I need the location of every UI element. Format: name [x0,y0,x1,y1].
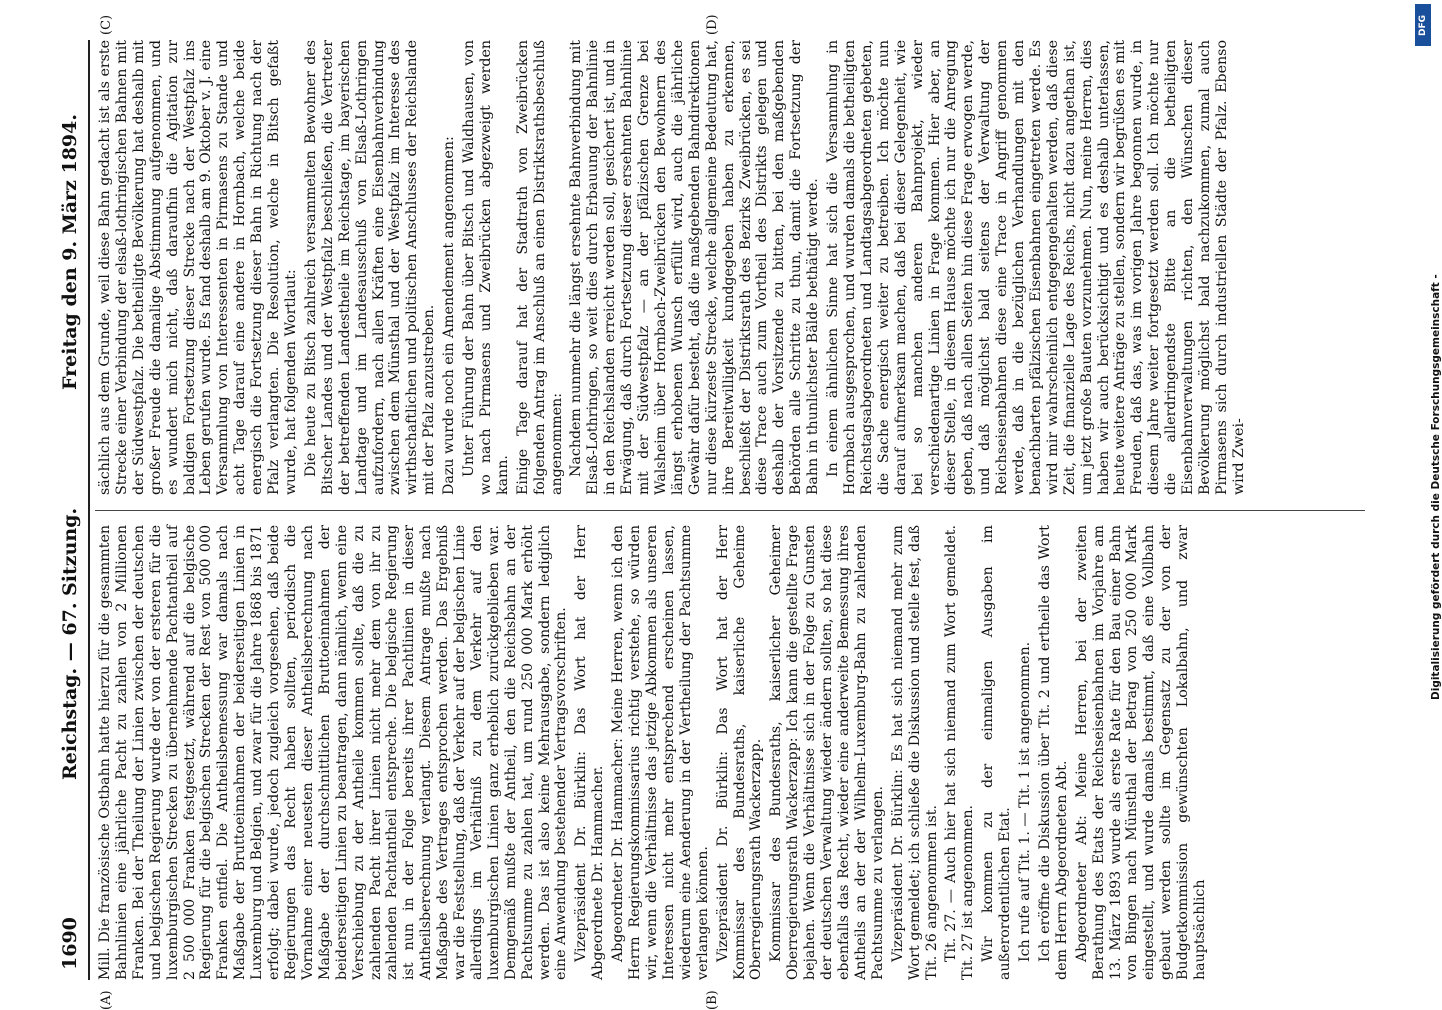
right-column [97,40,1367,495]
paragraph: sächlich aus dem Grunde, weil diese Bahn gedacht ist als erste Strecke einer Verbindung der elsaß-lothringischen Bahnen mit der Südwestpfalz. Die betheiligte Bevölkerung hat deshalb mit großer Freude die damalige Abstimmung aufgenommen, und es wundert mich nicht, daß daraufhin die Agitation zur baldigen Fortsetzung dieser Strecke nach der Westpfalz ins Leben gerufen wurde. Es fand deshalb am 9. Oktober v. J. eine Versammlung von Interessenten in Pirmasens zu Stande und acht Tage darauf eine andere in Hornbach, welche beide energisch die Fortsetzung dieser Bahn in Richtung nach der Pfalz verlangten. Die Resolution, welche in Bitsch gefaßt wurde, hat folgenden Wortlaut: [97,40,299,495]
header-left-title: Reichstag. — 67. Sitzung. [59,507,81,780]
page-header [55,40,85,980]
page-number: 1690 [59,917,81,970]
paragraph: Vizepräsident Dr. Bürklin: Das Wort hat der Herr Kommissar des Bundesraths, kaiserliche Geheime Oberregierungsrath Wackerzapp. [714,525,765,980]
quote-paragraph: Nachdem nunmehr die längst ersehnte Bahnverbindung mit Elsaß-Lothringen, so weit dies durch Erbauung der Bahnlinie in den Reichslanden erreicht werden soll, gesichert ist, und in Erwägung, daß durch Fortsetzung dieser ersehnten Bahnlinie mit der Südwestpfalz — an der pfälzischen Grenze bei Walsheim über Hornbach-Zweibrücken den Bewohnern des längst erhobenen Wunsch erfüllt wird, auch die jährliche Gewähr dafür besteht, daß die maßgebenden Bahndirektionen nur diese kürzeste Strecke, welche allgemeine Bedeutung hat, ihre Bereitwilligkeit kundgegeben haben zu erkennen, beschließt der Distriktsrath des Bezirks Zweibrücken, es sei diese Trace auch zum Vortheil des Distrikts gelegen und deshalb der Vorsitzende zu bitten, bei den maßgebenden Behörden alle Schritte zu thun, damit die Fortsetzung der Bahn in thunlichster Bälde bethätigt werde. [568,40,822,495]
rotated-page [55,14,1375,1010]
column-divider [95,510,1365,511]
quote-paragraph: Unter Führung der Bahn über Bitsch und Waldhausen, von wo nach Pirmasens und Zweibrücken abgezweigt werden kann. [461,40,511,495]
left-column [97,525,1367,980]
paragraph: Einige Tage darauf hat der Stadtrath von Zweibrücken folgenden Antrag im Anschluß an einen Distriktsrathsbeschluß angenommen: [514,40,565,495]
paragraph: Wir kommen zu der einmaligen Ausgaben im außerordentlichen Etat. [980,525,1014,980]
paragraph: Vizepräsident Dr. Bürklin: Es hat sich niemand mehr zum Wort gemeldet; ich schließe die Diskussion und stelle fest, daß Tit. 26 angenommen ist. [889,525,940,980]
paragraph: Dazu wurde noch ein Amendement angenommen: [441,136,458,495]
margin-marker-b: (B) [705,990,720,1010]
header-right-title: Freitag den 9. März 1894. [59,114,81,390]
digitization-credit: Digitalisierung gefördert durch die Deutsche Forschungsgemeinschaft - [1430,274,1442,700]
paragraph: Ich eröffne die Diskussion über Tit. 2 und ertheile das Wort dem Herrn Abgeordneten Abt. [1036,525,1070,980]
digitization-strip [1414,0,1442,1000]
margin-marker-d: (D) [705,14,720,35]
paragraph: Kommissar des Bundesraths, kaiserlicher Geheimer Oberregierungsrath Wackerzapp: Ich kann die gestellte Frage bejahen. Wenn die Verhältnisse sich in der Folge zu Gunsten der deutschen Verwaltung wieder ändern sollten, so hat diese ebenfalls das Recht, wieder eine anderweite Bemessung ihres Antheils an der der Wilhelm-Luxemburg-Bahn zu zahlenden Pachtsumme zu verlangen. [768,525,886,980]
paragraph: In einem ähnlichen Sinne hat sich die Versammlung in Hornbach ausgesprochen, und wurden damals die betheiligten Reichstagsabgeordneten und Landtagsabgeordneten gebeten, die Sache energisch weiter zu betreiben. Ich möchte nun darauf aufmerksam machen, daß bei dieser Gelegenheit, wie bei so manchen anderen Bahnprojekt, wieder verschiedenartige Linien in Frage kommen. Hier aber, an dieser Stelle, in diesem Hause möchte ich nur die Anregung geben, daß nach allen Seiten hin diese Frage erwogen werde, und daß möglichst bald seitens der Verwaltung der Reichseisenbahnen diese eine Trace in Angriff genommen werde, daß in die bezüglichen Verhandlungen mit den benachbarten pfälzischen Eisenbahnen eingetreten werde. Es wird mir wahrscheinlich entgegengehalten werden, daß diese Zeit, die finanzielle Lage des Reichs, nicht dazu angethan ist, um jetzt große Bauten vorzunehmen. Nun, meine Herren, dies haben wir auch berücksichtigt und es deshalb unterlassen, heute weitere Anträge zu stellen, sondern wir begrüßen es mit Freuden, daß das, was im vorigen Jahre begonnen wurde, in diesem Jahre weiter fortgesetzt werden soll. Ich möchte nur die allerdringendste Bitte an die betheiligten Eisenbahnverwaltungen richten, den Wünschen dieser Bevölkerung möglichst bald nachzukommen, zumal auch Pirmasens sich durch industriellen Städte der Pfalz. Ebenso wird Zwei- [825,40,1247,495]
dfg-logo: DFG [1415,4,1431,46]
paragraph: Abgeordneter Dr. Hammacher: Meine Herren, wenn ich den Herrn Regierungskommissarius richtig verstehe, so würden wir, wenn die Verhältnisse das jetzige Abkommen als unseren Interessen nicht mehr entsprechend erscheinen lassen, wiederum eine Aenderung in der Vertheilung der Pachtsumme verlangen können. [610,525,711,980]
paragraph: Ich rufe auf Tit. 1. — Tit. 1 ist angenommen. [1017,641,1034,962]
paragraph: Abgeordneter Abt: Meine Herren, bei der zweiten Berathung des Etats der Reichseisenbahnen im Vorjahre am 13. März 1893 wurde als erste Rate für den Bau einer Bahn von Bingen nach Münsthal der Betrag von 250 000 Mark eingestellt, und wurde damals bestimmt, daß eine Vollbahn gebaut werden sollte im Gegensatz zu der von der Budgetkommission gewünschten Lokalbahn, und zwar hauptsächlich [1073,525,1209,980]
margin-marker-a: (A) [99,990,114,1010]
paragraph: Vizepräsident Dr. Bürklin: Das Wort hat der Herr Abgeordnete Dr. Hammacher. [573,525,607,980]
paragraph: Mill. Die französische Ostbahn hatte hierzu für die gesammten Bahnlinien eine jährliche Pacht zu zahlen von 2 Millionen Franken. Bei der Theilung der Linien zwischen der deutschen und belgischen Regierung wurde der von der ersteren für die luxemburgischen Strecken zu übernehmende Pachtantheil auf 2 500 000 Franken festgesetzt, während auf die belgische Regierung für die belgischen Strecken der Rest von 500 000 Franken entfiel. Die Antheilsbemessung war damals nach Maßgabe der Bruttoeinnahmen der beiderseitigen Linien in Luxemburg und Belgien, und zwar für die Jahre 1868 bis 1871 erfolgt; dabei wurde, jedoch zugleich vorgesehen, daß beide Regierungen das Recht haben sollten, periodisch die Vornahme einer neuesten dieser Antheilsberechnung nach Maßgabe der durchschnittlichen Bruttoeinnahmen der beiderseitigen Linien zu beantragen, dann nämlich, wenn eine Verschiebung zu der Antheile kommen sollte, daß die zu zahlenden Pacht ihrer Linien nicht mehr dem von ihr zu zahlenden Pachtantheil entspreche. Die belgische Regierung ist nun in der Folge bereits ihrer Pachtlinien in dieser Antheilsberechnung verlangt. Diesem Antrage mußte nach Maßgabe des Vertrages entsprochen werden. Das Ergebniß war die Feststellung, daß der Verkehr auf der belgischen Linie allerdings im Verhältniß zu dem Verkehr auf den luxemburgischen Linien ganz erheblich zurückgeblieben war. Demgemäß mußte der Antheil, den die Reichsbahn an der Pachtsumme zu zahlen hat, um rund 250 000 Mark erhöht werden. Das ist also keine Mehrausgabe, sondern lediglich eine Anwendung bestehender Vertragsvorschriften. [97,525,570,980]
header-rule [88,40,90,980]
margin-marker-c: (C) [99,14,114,35]
quote-paragraph: Die heute zu Bitsch zahlreich versammelten Bewohner des Bitscher Landes und der Westpfalz beschließen, die Vertreter der betreffenden Landestheile im Reichstage, im bayerischen Landtage und im Landesausschuß von Elsaß-Lothringen aufzufordern, nach allen Kräften eine Eisenbahnverbindung zwischen dem Münsthal und der Westpfalz im Interesse des wirthschaftlichen und politischen Anschlusses der Reichslande mit der Pfalz anzustreben. [302,40,438,495]
paragraph: Tit. 27. — Auch hier hat sich niemand zum Wort gemeldet. Tit. 27 ist angenommen. [943,525,977,980]
